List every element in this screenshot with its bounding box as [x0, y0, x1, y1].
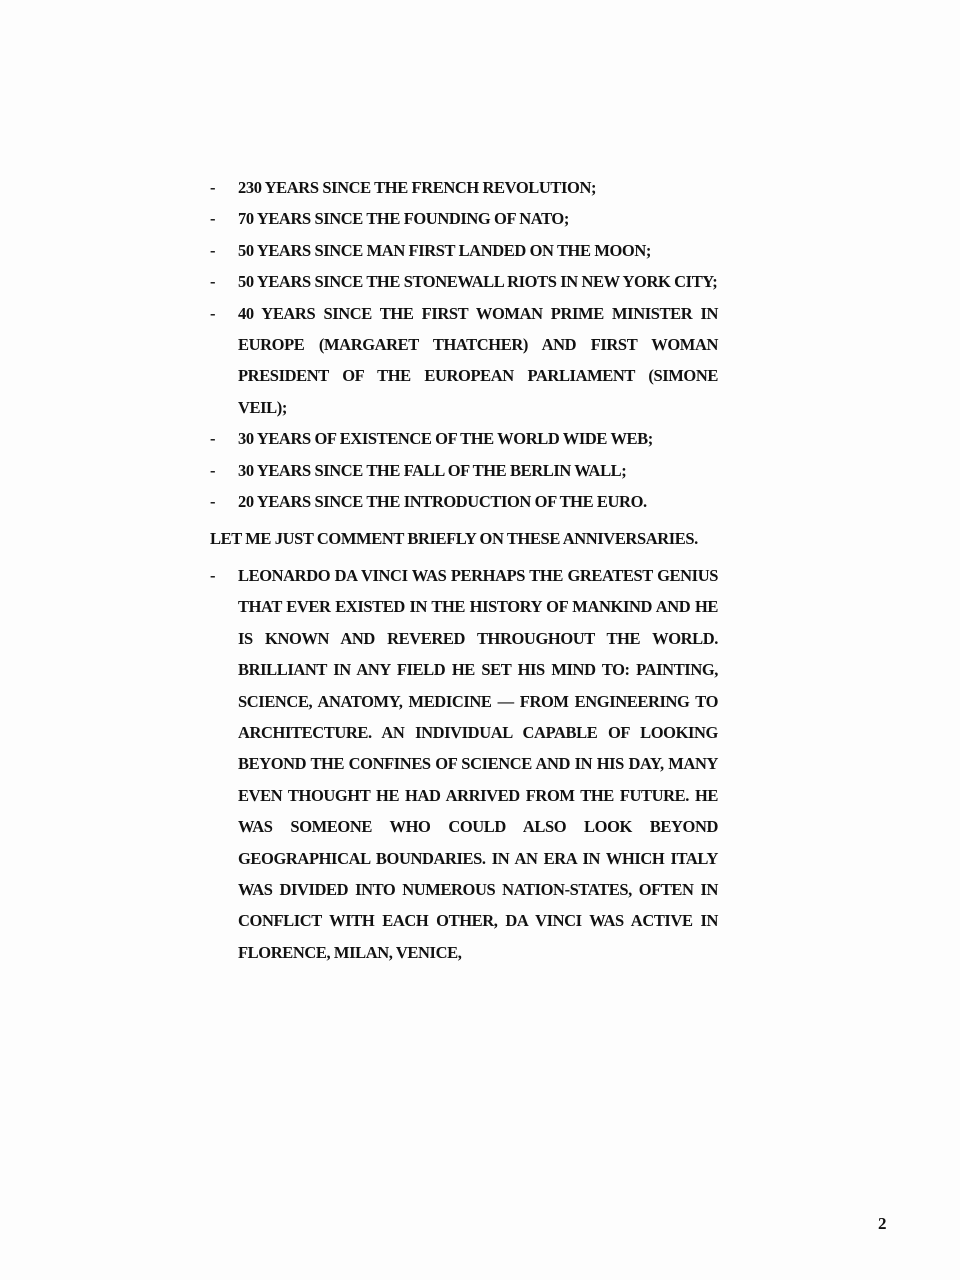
list-dash: -	[210, 240, 216, 260]
leonardo-text: LEONARDO DA VINCI WAS PERHAPS THE GREATEST GENIUS THAT EVER EXISTED IN THE HISTORY OF MANKIND AND HE IS KNOWN AND REVERED THROUGHOUT THE WORLD. BRILLIANT IN ANY FIELD HE SET HIS MIND TO: PAINTING, SCIENCE, ANATOMY, MEDICINE — FROM ENGINEERING TO ARCHITECTURE. AN INDIVIDUAL CAPABLE OF LOOKING BEYOND THE CONFINES OF SCIENCE AND IN HIS DAY, MANY EVEN THOUGHT HE HAD ARRIVED FROM THE FUTURE. HE WAS SOMEONE WHO COULD ALSO LOOK BEYOND GEOGRAPHICAL BOUNDARIES. IN AN ERA IN WHICH ITALY WAS DIVIDED INTO NUMEROUS NATION-STATES, OFTEN IN CONFLICT WITH EACH OTHER, DA VINCI WAS ACTIVE IN FLORENCE, MILAN, VENICE,	[238, 565, 718, 962]
list-item	[210, 203, 718, 234]
list-item	[210, 266, 718, 297]
intro-paragraph: LET ME JUST COMMENT BRIEFLY ON THESE ANNIVERSARIES.	[210, 529, 698, 549]
list-item-text: 40 YEARS SINCE THE FIRST WOMAN PRIME MINISTER IN EUROPE (MARGARET THATCHER) AND FIRST WOMAN PRESIDENT OF THE EUROPEAN PARLIAMENT (SIMONE VEIL);	[238, 303, 718, 417]
list-item	[210, 172, 718, 203]
list-item-text: 30 YEARS OF EXISTENCE OF THE WORLD WIDE WEB;	[238, 429, 653, 449]
list-dash: -	[210, 178, 216, 197]
list-dash: -	[210, 460, 216, 480]
list-dash: -	[210, 429, 216, 449]
list-dash: -	[210, 565, 216, 585]
list-item-text: 50 YEARS SINCE MAN FIRST LANDED ON THE MOON;	[238, 240, 651, 260]
list-dash: -	[210, 209, 216, 229]
page-body	[210, 172, 718, 968]
list-item-text: 50 YEARS SINCE THE STONEWALL RIOTS IN NEW YORK CITY;	[238, 272, 718, 292]
list-item-text: 230 YEARS SINCE THE FRENCH REVOLUTION;	[238, 178, 597, 197]
leonardo-paragraph	[210, 560, 718, 968]
list-item-text: 70 YEARS SINCE THE FOUNDING OF NATO;	[238, 209, 569, 229]
list-dash: -	[210, 272, 216, 292]
list-item	[210, 486, 718, 517]
anniversary-list	[210, 172, 718, 517]
list-item	[210, 235, 718, 266]
commentary-list	[210, 560, 718, 968]
list-dash: -	[210, 303, 216, 323]
list-dash: -	[210, 492, 216, 512]
list-item-text: 30 YEARS SINCE THE FALL OF THE BERLIN WALL;	[238, 460, 627, 480]
list-item	[210, 298, 718, 424]
list-item	[210, 423, 718, 454]
page-number: 2	[878, 1214, 887, 1233]
list-item-text: 20 YEARS SINCE THE INTRODUCTION OF THE EURO.	[238, 492, 647, 512]
list-item	[210, 455, 718, 486]
